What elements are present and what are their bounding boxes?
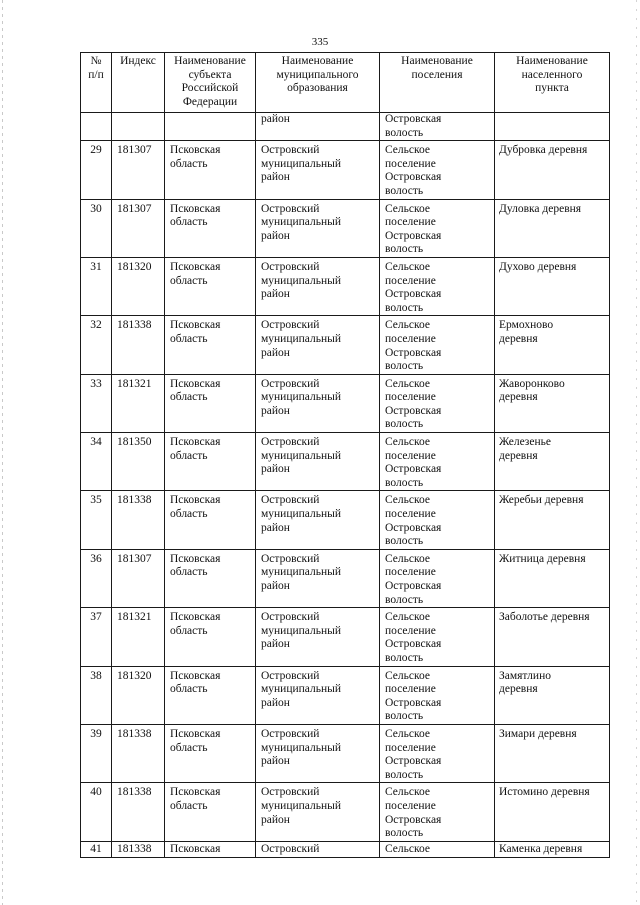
cell-municipality: Островский муниципальный район: [256, 549, 380, 607]
cell-municipality: Островский муниципальный район: [256, 666, 380, 724]
cell-subject: Псковская область: [165, 549, 256, 607]
table-row: [81, 724, 610, 782]
scan-edge-right: [636, 0, 637, 905]
header-row: [81, 53, 610, 113]
cell-subject: Псковская область: [165, 141, 256, 199]
cell-settlement: Сельское поселение Островская волость: [380, 724, 495, 782]
cell-municipality: Островский муниципальный район: [256, 199, 380, 257]
table-row: [81, 257, 610, 315]
cell-settlement: Сельское поселение Островская волость: [380, 549, 495, 607]
cell-municipality: Островский муниципальный район: [256, 608, 380, 666]
cell-locality: Ермохново деревня: [495, 316, 610, 374]
cell-index: 181338: [112, 783, 165, 841]
cell-locality: Жеребьи деревня: [495, 491, 610, 549]
table-row: [81, 608, 610, 666]
cell-locality: Замятлино деревня: [495, 666, 610, 724]
cell-subject: Псковская область: [165, 608, 256, 666]
cell-number: 29: [81, 141, 112, 199]
cell-municipality: Островский муниципальный район: [256, 257, 380, 315]
cell-settlement: Островская волость: [380, 113, 495, 141]
cell-settlement: Сельское поселение Островская волость: [380, 491, 495, 549]
cell-index: 181307: [112, 199, 165, 257]
table-row: [81, 141, 610, 199]
cell-locality: Каменка деревня: [495, 841, 610, 857]
cell-subject: Псковская область: [165, 433, 256, 491]
cell-settlement: Сельское поселение Островская волость: [380, 374, 495, 432]
cell-number: 36: [81, 549, 112, 607]
cell-locality: Духово деревня: [495, 257, 610, 315]
cell-locality: Дубровка деревня: [495, 141, 610, 199]
cell-locality: Железенье деревня: [495, 433, 610, 491]
cell-locality: Дуловка деревня: [495, 199, 610, 257]
table-header: [81, 53, 610, 113]
page-number: 335: [311, 36, 329, 48]
table-row: [81, 666, 610, 724]
cell-number: 34: [81, 433, 112, 491]
cell-index: 181307: [112, 549, 165, 607]
cell-index: 181338: [112, 724, 165, 782]
cell-number: 35: [81, 491, 112, 549]
cell-subject: Псковская область: [165, 316, 256, 374]
table-row: [81, 199, 610, 257]
table-row: [81, 374, 610, 432]
cell-subject: Псковская область: [165, 783, 256, 841]
cell-locality: [495, 113, 610, 141]
cell-locality: Заболотье деревня: [495, 608, 610, 666]
cell-index: 181321: [112, 608, 165, 666]
cell-municipality: Островский муниципальный район: [256, 141, 380, 199]
cell-index: 181338: [112, 841, 165, 857]
table-row: [81, 491, 610, 549]
cell-subject: Псковская область: [165, 199, 256, 257]
cell-municipality: Островский муниципальный район: [256, 724, 380, 782]
cell-subject: [165, 113, 256, 141]
cell-subject: Псковская область: [165, 374, 256, 432]
cell-municipality: Островский муниципальный район: [256, 783, 380, 841]
cell-subject: Псковская область: [165, 724, 256, 782]
cell-municipality: Островский муниципальный район: [256, 491, 380, 549]
cell-settlement: Сельское поселение Островская волость: [380, 257, 495, 315]
cell-number: 30: [81, 199, 112, 257]
cell-settlement: Сельское поселение Островская волость: [380, 433, 495, 491]
continuation-row: [81, 113, 610, 141]
table-row: [81, 316, 610, 374]
cell-settlement: Сельское поселение Островская волость: [380, 608, 495, 666]
cell-number: 38: [81, 666, 112, 724]
cell-municipality: Островский муниципальный район: [256, 374, 380, 432]
table-row-partial: [81, 841, 610, 857]
cell-locality: Житница деревня: [495, 549, 610, 607]
settlements-table: [80, 52, 610, 858]
cell-index: 181307: [112, 141, 165, 199]
cell-number: 32: [81, 316, 112, 374]
cell-subject: Псковская область: [165, 491, 256, 549]
cell-municipality: Островский: [256, 841, 380, 857]
cell-index: 181320: [112, 257, 165, 315]
header-number: № п/п: [81, 53, 112, 113]
cell-settlement: Сельское поселение Островская волость: [380, 141, 495, 199]
cell-subject: Псковская: [165, 841, 256, 857]
header-subject: Наименование субъекта Российской Федерации: [165, 53, 256, 113]
cell-index: 181338: [112, 316, 165, 374]
cell-municipality: Островский муниципальный район: [256, 433, 380, 491]
cell-settlement: Сельское поселение Островская волость: [380, 316, 495, 374]
table-row: [81, 549, 610, 607]
cell-settlement: Сельское: [380, 841, 495, 857]
header-municipality: Наименование муниципального образования: [256, 53, 380, 113]
cell-locality: Зимари деревня: [495, 724, 610, 782]
cell-settlement: Сельское поселение Островская волость: [380, 666, 495, 724]
header-locality: Наименование населенного пункта: [495, 53, 610, 113]
cell-index: 181350: [112, 433, 165, 491]
cell-settlement: Сельское поселение Островская волость: [380, 783, 495, 841]
cell-number: 33: [81, 374, 112, 432]
cell-number: 37: [81, 608, 112, 666]
cell-index: [112, 113, 165, 141]
table-row: [81, 433, 610, 491]
cell-number: 39: [81, 724, 112, 782]
cell-index: 181338: [112, 491, 165, 549]
cell-subject: Псковская область: [165, 257, 256, 315]
cell-number: 40: [81, 783, 112, 841]
cell-municipality: Островский муниципальный район: [256, 316, 380, 374]
cell-index: 181321: [112, 374, 165, 432]
header-index: Индекс: [112, 53, 165, 113]
cell-locality: Истомино деревня: [495, 783, 610, 841]
cell-number: 41: [81, 841, 112, 857]
cell-subject: Псковская область: [165, 666, 256, 724]
cell-settlement: Сельское поселение Островская волость: [380, 199, 495, 257]
cell-number: [81, 113, 112, 141]
scan-edge-left: [2, 0, 3, 905]
cell-locality: Жаворонково деревня: [495, 374, 610, 432]
cell-municipality: район: [256, 113, 380, 141]
cell-index: 181320: [112, 666, 165, 724]
table-body: [81, 113, 610, 858]
header-settlement: Наименование поселения: [380, 53, 495, 113]
table-row: [81, 783, 610, 841]
cell-number: 31: [81, 257, 112, 315]
